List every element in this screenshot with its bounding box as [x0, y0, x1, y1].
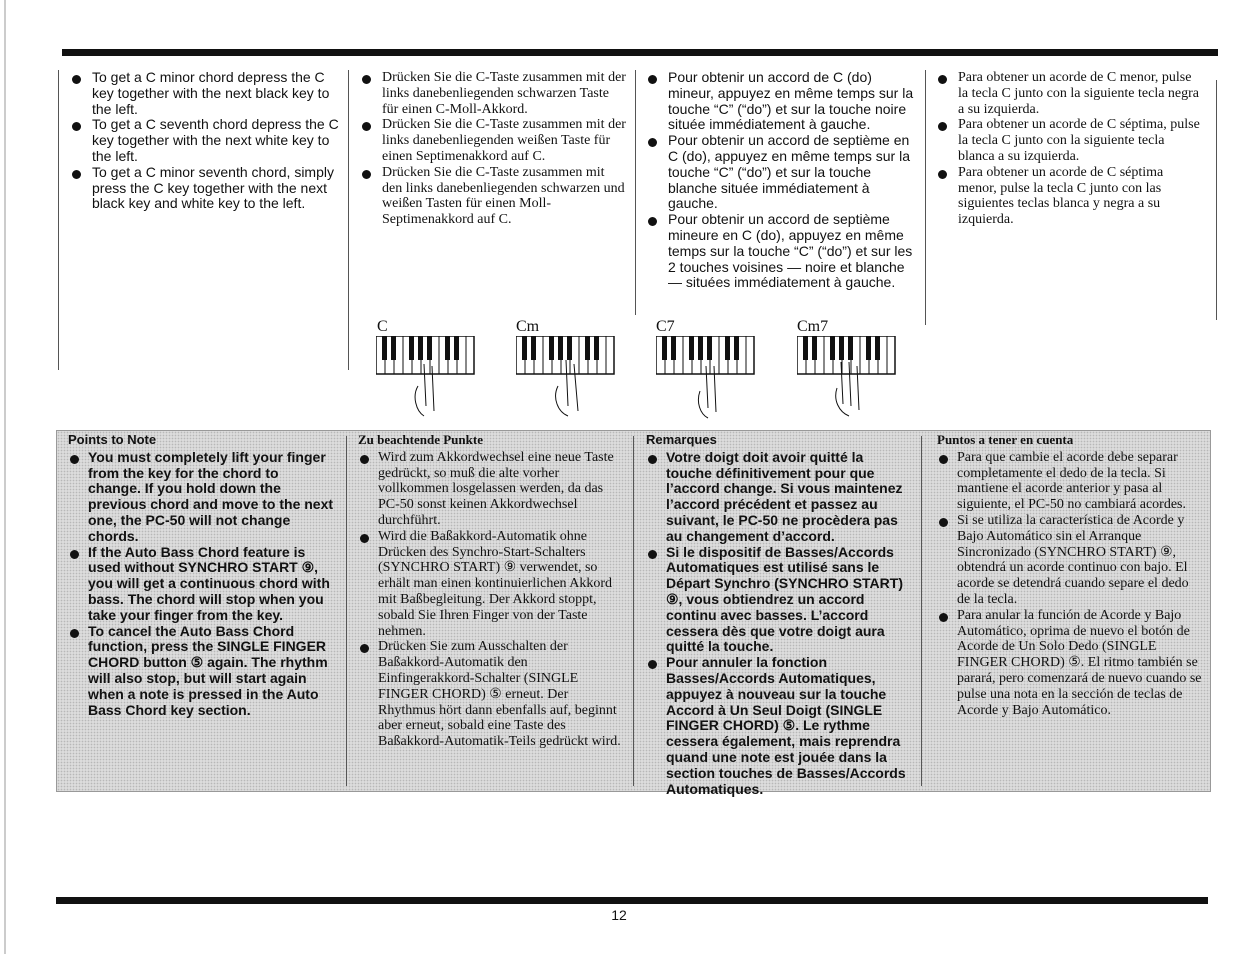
column-divider: [925, 70, 926, 325]
list-item: Para obtener un acorde de C séptima, pulse la tecla C junto con la siguiente tecla blanca a su izquierda.: [936, 117, 1204, 164]
list-item: To get a C seventh chord depress the C key together with the next white key to the left.: [70, 117, 340, 164]
english-column: [70, 70, 340, 212]
top-rule: [62, 49, 1218, 56]
list-item: To cancel the Auto Bass Chord function, press the SINGLE FINGER CHORD button ⑤ again. The rhythm will also stop, but will start again when a note is pressed in the Auto Bass Chord key section.: [68, 624, 334, 719]
list-item: Wird die Baßakkord-Automatik ohne Drücken des Synchro-Start-Schalters (SYNCHRO START) ⑨ verwendet, so erhält man einen kontinuierlichen Akkord mit Baßbegleitung. Der Akkord stoppt, sobald Sie Ihren Finger von der Taste nehmen.: [358, 529, 624, 640]
list-item: Drücken Sie die C-Taste zusammen mit der links danebenliegenden schwarzen Taste für einen C-Moll-Akkord.: [360, 70, 628, 117]
notes-english: [68, 432, 334, 718]
keyboard-icon: [656, 336, 754, 374]
french-column: [646, 70, 916, 291]
notes-german: [358, 432, 624, 750]
column-divider: [346, 436, 347, 786]
list-item: Para que cambie el acorde debe separar completamente el dedo de la tecla. Si mantiene el acorde anterior y pasa al siguiente, el PC-50 no cambiará acordes.: [937, 450, 1203, 513]
list-item: Pour obtenir un accord de septième en C (do), appuyez en même temps sur la touche “C” (“do”) et sur la touche blanche située immédiatement à gauche.: [646, 133, 916, 212]
keyboard-icon: [797, 336, 895, 374]
notes-spanish-title: Puntos a tener en cuenta: [937, 432, 1074, 447]
list-item: Si se utiliza la característica de Acorde y Bajo Automático sin el Arranque Sincronizado (SYNCHRO START) ⑨, obtendrá un acorde continuo con bajo. El acorde se detendrá cuando separe el dedo de la tecla.: [937, 513, 1203, 608]
list-item: Pour obtenir un accord de C (do) mineur, appuyez en même temps sur la touche “C” (“do”) et sur la touche noire située immédiatement à gauche.: [646, 70, 916, 133]
scan-margin-line: [4, 0, 6, 954]
keyboard-icon: [516, 336, 614, 374]
list-item: Drücken Sie die C-Taste zusammen mit der links danebenliegenden weißen Taste für einen Septimenakkord auf C.: [360, 117, 628, 164]
list-item: Drücken Sie die C-Taste zusammen mit den links danebenliegenden schwarzen und weißen Tasten für einen Moll-Septimenakkord auf C.: [360, 165, 628, 228]
notes-german-title: Zu beachtende Punkte: [358, 432, 483, 447]
list-item: Pour obtenir un accord de septième mineure en C (do), appuyez en même temps sur la touche “C” (“do”) et sur les 2 touches voisines — noire et blanche — situées immédiatement à gauche.: [646, 212, 916, 291]
bottom-rule: [56, 897, 1208, 904]
chord-label-c: C: [377, 318, 388, 335]
keyboard-cm-diagram: [516, 336, 616, 426]
notes-spanish: [937, 432, 1203, 718]
column-divider: [1216, 80, 1217, 320]
keyboard-icon: [376, 336, 474, 374]
notes-french: [646, 432, 912, 797]
list-item: Wird zum Akkordwechsel eine neue Taste gedrückt, so muß die alte vorher vollkommen losgelassen werden, da das PC-50 sonst keinen Akkordwechsel durchführt.: [358, 450, 624, 529]
column-divider: [58, 70, 59, 370]
list-item: To get a C minor seventh chord, simply press the C key together with the next black key and white key to the left.: [70, 165, 340, 212]
chord-label-c7: C7: [656, 318, 675, 335]
notes-french-title: Remarques: [646, 432, 717, 447]
notes-english-title: Points to Note: [68, 432, 157, 447]
keyboard-c-diagram: [376, 336, 476, 426]
list-item: Si le dispositif de Basses/Accords Automatiques est utilisé sans le Départ Synchro (SYNCHRO START) ⑨, vous obtiendrez un accord continu avec basses. L’accord cessera dès que votre doigt aura quitté la touche.: [646, 545, 912, 656]
list-item: Votre doigt doit avoir quitté la touche définitivement pour que l’accord change. Si vous maintenez l’accord précédent et passez au suivant, le PC-50 ne procèdera pas au changement d’accord.: [646, 450, 912, 545]
chord-label-cm7: Cm7: [797, 318, 829, 335]
chord-label-cm: Cm: [516, 318, 540, 335]
spanish-column: [936, 70, 1204, 228]
page-number: 12: [611, 907, 627, 923]
list-item: Para obtener un acorde de C menor, pulse la tecla C junto con la siguiente tecla negra a su izquierda.: [936, 70, 1204, 117]
list-item: To get a C minor chord depress the C key together with the next black key to the left.: [70, 70, 340, 117]
column-divider: [921, 436, 922, 786]
column-divider: [633, 436, 634, 786]
german-column: [360, 70, 628, 228]
keyboard-cm7-diagram: [797, 336, 897, 426]
list-item: Para anular la función de Acorde y Bajo Automático, oprima de nuevo el botón de Acorde de Un Solo Dedo (SINGLE FINGER CHORD) ⑤. El ritmo también se parará, pero comenzará de nuevo cuando se pulse una nota en la sección de teclas de Acorde y Bajo Automático.: [937, 608, 1203, 719]
list-item: Pour annuler la fonction Basses/Accords Automatiques, appuyez à nouveau sur la touche Accord à Un Seul Doigt (SINGLE FINGER CHORD) ⑤. Le rythme cessera également, mais reprendra quand une note est jouée dans la section touches de Basses/Accords Automatiques.: [646, 655, 912, 797]
list-item: You must completely lift your finger from the key for the chord to change. If you hold down the previous chord and move to the next one, the PC-50 will not change chords.: [68, 450, 334, 545]
column-divider: [348, 70, 349, 370]
list-item: If the Auto Bass Chord feature is used without SYNCHRO START ⑨, you will get a continuous chord with bass. The chord will stop when you take your finger from the key.: [68, 545, 334, 624]
keyboard-c7-diagram: [656, 336, 756, 426]
list-item: Para obtener un acorde de C séptima menor, pulse la tecla C junto con las siguientes teclas blanca y negra a su izquierda.: [936, 165, 1204, 228]
column-divider: [635, 70, 636, 315]
list-item: Drücken Sie zum Ausschalten der Baßakkord-Automatik den Einfingerakkord-Schalter (SINGLE FINGER CHORD) ⑤ erneut. Der Rhythmus hört dann ebenfalls auf, beginnt aber erneut, sobald eine Taste des Baßakkord-Automatik-Teils gedrückt wird.: [358, 639, 624, 750]
